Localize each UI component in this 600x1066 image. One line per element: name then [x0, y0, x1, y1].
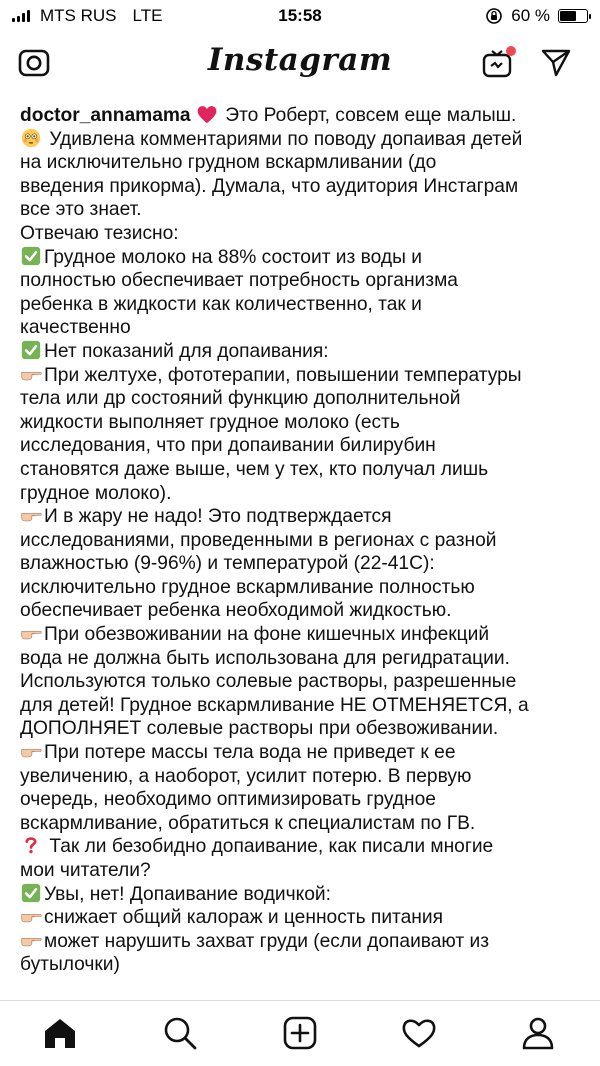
caption-line: бутылочки) [20, 954, 120, 976]
nav-home-button[interactable] [40, 1013, 80, 1053]
caption-line: исследования, что при допаивании билирубин [20, 435, 436, 457]
caption-line: исключительно грудное вскармливание полностью [20, 576, 475, 598]
caption-line [20, 364, 586, 388]
caption-line: мои читатели? [20, 860, 151, 881]
caption-line [20, 741, 586, 765]
nav-search-button[interactable] [160, 1013, 200, 1053]
caption-text: При потере массы тела вода не приведет к ее [44, 742, 456, 764]
caption-line [20, 128, 586, 152]
pointing-right-hand-icon [20, 930, 42, 950]
caption-line: ДОПОЛНЯЕТ солевые растворы при обезвоживании. [20, 718, 499, 740]
caption-text: Грудное молоко на 88% состоит из воды и [44, 246, 422, 268]
caption-line [20, 104, 586, 128]
search-icon [162, 1015, 198, 1051]
red-heart-icon [196, 104, 218, 124]
post-caption [20, 104, 586, 977]
caption-text: При желтухе, фототерапии, повышении температуры [44, 364, 522, 386]
igtv-icon [479, 43, 517, 81]
caption-line: все это знает. [20, 199, 142, 221]
new-post-icon [282, 1015, 318, 1051]
caption-line: становятся даже выше, чем у тех, кто получал лишь [20, 458, 489, 480]
caption-text: может нарушить захват груди (если допаивают из [44, 930, 490, 952]
caption-text: Так ли безобидно допаивание, как писали многие [44, 836, 494, 858]
flushed-face-icon [20, 128, 42, 148]
caption-line: грудное молоко). [20, 482, 172, 504]
status-time: 15:58 [278, 6, 322, 25]
post-username[interactable]: doctor_annamama [20, 105, 191, 126]
caption-line [20, 505, 586, 529]
caption-line: Отвечаю тезисно: [20, 222, 179, 244]
caption-line: жидкости выполняет грудное молоко (есть [20, 411, 400, 433]
pointing-right-hand-icon [20, 364, 42, 384]
check-mark-button-icon [20, 883, 42, 903]
bottom-navigation [0, 1000, 600, 1066]
instagram-logo: Instagram [207, 42, 393, 78]
orientation-lock-icon [485, 7, 503, 25]
caption-line: на исключительно грудном вскармливании (до [20, 152, 437, 174]
nav-activity-button[interactable] [399, 1013, 439, 1053]
caption-line: Используются только солевые растворы, разрешенные [20, 671, 517, 693]
activity-heart-icon [401, 1015, 437, 1051]
pointing-right-hand-icon [20, 505, 42, 525]
caption-line: введения прикорма). Думала, что аудитория Инстаграм [20, 175, 519, 197]
pointing-right-hand-icon [20, 623, 42, 643]
caption-line [20, 340, 586, 364]
caption-line: вода не должна быть использована для регидратации. [20, 647, 510, 669]
battery-icon [558, 9, 588, 23]
caption-line: качественно [20, 317, 131, 339]
instagram-header [0, 34, 600, 90]
caption-line: тела или др состояний функцию дополнительной [20, 388, 461, 410]
caption-line: полностью обеспечивает потребность организма [20, 270, 458, 292]
igtv-button[interactable] [478, 42, 518, 82]
caption-line: исследованиями, проведенными в регионах с разной [20, 529, 497, 551]
caption-line: влажностью (9-96%) и температурой (22-41С): [20, 553, 435, 575]
caption-text: Удивлена комментариями по поводу допаивая детей [44, 128, 523, 150]
nav-new-post-button[interactable] [280, 1013, 320, 1053]
caption-line [20, 883, 586, 907]
caption-line: обеспечивает ребенка необходимой жидкостью. [20, 600, 452, 622]
caption-line [20, 906, 586, 930]
caption-line: очередь, необходимо оптимизировать грудное [20, 789, 436, 811]
caption-text: Это Роберт, совсем еще малыш. [219, 105, 517, 126]
caption-line: увеличению, а наоборот, усилит потерю. В первую [20, 765, 472, 787]
caption-line [20, 623, 586, 647]
caption-line: для детей! Грудное вскармливание НЕ ОТМЕНЯЕТСЯ, а [20, 694, 529, 716]
pointing-right-hand-icon [20, 741, 42, 761]
caption-line [20, 835, 586, 859]
check-mark-button-icon [20, 340, 42, 360]
check-mark-button-icon [20, 246, 42, 266]
caption-text: Увы, нет! Допаивание водичкой: [44, 883, 331, 905]
home-icon [42, 1015, 78, 1051]
caption-line [20, 930, 586, 954]
status-right [485, 6, 588, 26]
battery-percent: 60 % [511, 6, 550, 25]
status-bar [0, 0, 600, 34]
caption-line: вскармливание, обратиться к специалистам по ГВ. [20, 812, 476, 834]
pointing-right-hand-icon [20, 906, 42, 926]
caption-line: ребенка в жидкости как количественно, так и [20, 293, 422, 315]
caption-text: И в жару не надо! Это подтверждается [44, 506, 392, 528]
direct-send-icon [539, 45, 573, 79]
battery-level [560, 11, 576, 21]
caption-text: Нет показаний для допаивания: [44, 340, 329, 362]
caption-text: снижает общий калораж и ценность питания [44, 907, 443, 929]
direct-messages-button[interactable] [536, 42, 576, 82]
nav-profile-button[interactable] [518, 1013, 558, 1053]
caption-text: При обезвоживании на фоне кишечных инфекций [44, 624, 490, 646]
profile-icon [520, 1015, 556, 1051]
caption-line [20, 246, 586, 270]
carrier-name: MTS RUS [40, 6, 117, 25]
red-question-mark-icon [20, 835, 42, 855]
network-type: LTE [132, 6, 163, 25]
